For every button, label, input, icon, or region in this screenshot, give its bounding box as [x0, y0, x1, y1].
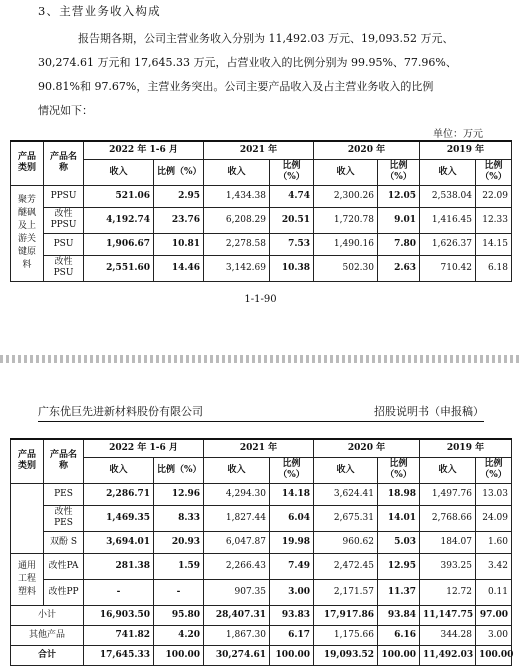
cell: 2,538.04: [420, 185, 476, 207]
cell: 100.00: [378, 645, 420, 665]
cell: 1,906.67: [84, 233, 154, 255]
cell: 1.59: [154, 553, 204, 579]
product-name: 改性PSU: [44, 255, 84, 281]
page-break: [0, 355, 521, 363]
header-revenue: 收入: [84, 457, 154, 483]
cell: -: [154, 579, 204, 605]
cell: 6,208.29: [204, 207, 270, 233]
cell: 11.37: [378, 579, 420, 605]
document-title: 招股说明书（申报稿）: [374, 405, 484, 418]
cell: 2.63: [378, 255, 420, 281]
cell: 6.17: [270, 625, 314, 645]
header-ratio: 比例（%）: [270, 159, 314, 185]
cell: 3,624.41: [314, 483, 378, 505]
page-number: 1-1-90: [244, 294, 277, 305]
cell: 344.28: [420, 625, 476, 645]
cell: 7.80: [378, 233, 420, 255]
cell: 521.06: [84, 185, 154, 207]
total-label: 合计: [11, 645, 84, 665]
cell: 100.00: [270, 645, 314, 665]
product-name: PES: [44, 483, 84, 505]
section-heading: 3、主营业务收入构成: [38, 4, 161, 18]
cell: 502.30: [314, 255, 378, 281]
header-period: 2022 年 1-6 月: [84, 439, 204, 457]
category-cell: 聚芳醚砜及上游关键原料: [11, 185, 44, 281]
cell: 2,278.58: [204, 233, 270, 255]
cell: 2.95: [154, 185, 204, 207]
company-name: 广东优巨先进新材料股份有限公司: [38, 405, 203, 418]
cell: 8.33: [154, 505, 204, 531]
cell: 960.62: [314, 531, 378, 553]
header-category: 产品类别: [11, 141, 44, 185]
header-revenue: 收入: [420, 457, 476, 483]
cell: 2,472.45: [314, 553, 378, 579]
cell: 281.38: [84, 553, 154, 579]
table-row: [11, 233, 512, 255]
cell: 0.11: [476, 579, 512, 605]
cell: 1,827.44: [204, 505, 270, 531]
cell: 93.84: [378, 605, 420, 625]
cell: 14.15: [476, 233, 512, 255]
cell: 24.09: [476, 505, 512, 531]
cell: 1.60: [476, 531, 512, 553]
header-period: 2021 年: [204, 439, 314, 457]
cell: 393.25: [420, 553, 476, 579]
cell: 12.95: [378, 553, 420, 579]
others-row: [11, 625, 512, 645]
cell: 14.18: [270, 483, 314, 505]
cell: 184.07: [420, 531, 476, 553]
subtotal-row: [11, 605, 512, 625]
cell: 17,917.86: [314, 605, 378, 625]
cell: 2,300.26: [314, 185, 378, 207]
unit-label: 单位：万元: [433, 129, 483, 140]
cell: 16,903.50: [84, 605, 154, 625]
cell: 710.42: [420, 255, 476, 281]
table-row: [11, 505, 512, 531]
cell: 10.38: [270, 255, 314, 281]
header-ratio: 比例（%）: [476, 457, 512, 483]
paragraph-line: 情况如下：: [38, 104, 93, 117]
revenue-table-bottom: [10, 438, 512, 666]
revenue-table-top: [10, 140, 512, 282]
cell: 95.80: [154, 605, 204, 625]
cell: 3.00: [476, 625, 512, 645]
cell: 741.82: [84, 625, 154, 645]
cell: 6,047.87: [204, 531, 270, 553]
header-revenue: 收入: [204, 159, 270, 185]
header-period: 2022 年 1-6 月: [84, 141, 204, 159]
cell: 28,407.31: [204, 605, 270, 625]
cell: 7.49: [270, 553, 314, 579]
cell: 2,266.43: [204, 553, 270, 579]
cell: 17,645.33: [84, 645, 154, 665]
cell: 100.00: [154, 645, 204, 665]
cell: 14.01: [378, 505, 420, 531]
cell: 3.00: [270, 579, 314, 605]
cell: 2,768.66: [420, 505, 476, 531]
cell: 6.16: [378, 625, 420, 645]
cell: 19.98: [270, 531, 314, 553]
intro-paragraph: [38, 27, 506, 123]
cell: 1,469.35: [84, 505, 154, 531]
cell: 1,175.66: [314, 625, 378, 645]
cell: 100.00: [476, 645, 512, 665]
cell: 13.03: [476, 483, 512, 505]
cell: 2,286.71: [84, 483, 154, 505]
header-ratio: 比例（%）: [154, 159, 204, 185]
table-row: [11, 185, 512, 207]
cell: 23.76: [154, 207, 204, 233]
product-name: 改性PPSU: [44, 207, 84, 233]
header-ratio: 比例（%）: [154, 457, 204, 483]
cell: 10.81: [154, 233, 204, 255]
category-cell: 通用工程塑料: [11, 553, 44, 605]
table-row: [11, 553, 512, 579]
cell: 9.01: [378, 207, 420, 233]
cell: 3,694.01: [84, 531, 154, 553]
cell: 4,294.30: [204, 483, 270, 505]
cell: 12.72: [420, 579, 476, 605]
cell: 4.74: [270, 185, 314, 207]
cell: 19,093.52: [314, 645, 378, 665]
cell: 12.96: [154, 483, 204, 505]
others-label: 其他产品: [11, 625, 84, 645]
product-name: 双酚 S: [44, 531, 84, 553]
header-period: 2020 年: [314, 141, 420, 159]
cell: 11,492.03: [420, 645, 476, 665]
header-revenue: 收入: [314, 457, 378, 483]
category-cell-continued: [11, 483, 44, 553]
cell: 30,274.61: [204, 645, 270, 665]
header-period: 2019 年: [420, 439, 512, 457]
cell: 1,626.37: [420, 233, 476, 255]
cell: 5.03: [378, 531, 420, 553]
cell: 4,192.74: [84, 207, 154, 233]
cell: 22.09: [476, 185, 512, 207]
cell: 6.18: [476, 255, 512, 281]
table-row: [11, 207, 512, 233]
cell: 20.93: [154, 531, 204, 553]
header-product: 产品名称: [44, 439, 84, 483]
cell: 11,147.75: [420, 605, 476, 625]
cell: 4.20: [154, 625, 204, 645]
cell: 7.53: [270, 233, 314, 255]
header-ratio: 比例（%）: [476, 159, 512, 185]
cell: 907.35: [204, 579, 270, 605]
subtotal-label: 小计: [11, 605, 84, 625]
cell: 2,551.60: [84, 255, 154, 281]
cell: 6.04: [270, 505, 314, 531]
product-name: 改性PA: [44, 553, 84, 579]
product-name: 改性PP: [44, 579, 84, 605]
table-row: [11, 531, 512, 553]
cell: 1,434.38: [204, 185, 270, 207]
header-period: 2020 年: [314, 439, 420, 457]
cell: 1,867.30: [204, 625, 270, 645]
cell: 1,490.16: [314, 233, 378, 255]
paragraph-line: 30,274.61 万元和 17,645.33 万元，占营业收入的比例分别为 99.95%、77.96%、: [38, 56, 457, 69]
header-revenue: 收入: [204, 457, 270, 483]
cell: 2,171.57: [314, 579, 378, 605]
product-name: PSU: [44, 233, 84, 255]
header-revenue: 收入: [314, 159, 378, 185]
paragraph-line: 90.81%和 97.67%，主营业务突出。公司主要产品收入及占主营业务收入的比例: [38, 80, 434, 93]
total-row: [11, 645, 512, 665]
header-ratio: 比例（%）: [378, 159, 420, 185]
cell: 93.83: [270, 605, 314, 625]
header-ratio: 比例（%）: [270, 457, 314, 483]
header-period: 2021 年: [204, 141, 314, 159]
cell: 1,497.76: [420, 483, 476, 505]
cell: 1,720.78: [314, 207, 378, 233]
cell: 20.51: [270, 207, 314, 233]
header-ratio: 比例（%）: [378, 457, 420, 483]
cell: 3.42: [476, 553, 512, 579]
header-product: 产品名称: [44, 141, 84, 185]
cell: 2,675.31: [314, 505, 378, 531]
header-revenue: 收入: [84, 159, 154, 185]
cell: -: [84, 579, 154, 605]
table-row: [11, 579, 512, 605]
header-revenue: 收入: [420, 159, 476, 185]
header-category: 产品类别: [11, 439, 44, 483]
cell: 12.05: [378, 185, 420, 207]
paragraph-line: 报告期各期，公司主营业务收入分别为 11,492.03 万元、19,093.52 万元、: [78, 32, 454, 45]
cell: 97.00: [476, 605, 512, 625]
table-row: [11, 483, 512, 505]
table-row: [11, 255, 512, 281]
product-name: 改性PES: [44, 505, 84, 531]
cell: 3,142.69: [204, 255, 270, 281]
document-header: [38, 403, 484, 419]
cell: 1,416.45: [420, 207, 476, 233]
cell: 18.98: [378, 483, 420, 505]
header-period: 2019 年: [420, 141, 512, 159]
cell: 12.33: [476, 207, 512, 233]
header-rule: [38, 421, 484, 422]
product-name: PPSU: [44, 185, 84, 207]
cell: 14.46: [154, 255, 204, 281]
